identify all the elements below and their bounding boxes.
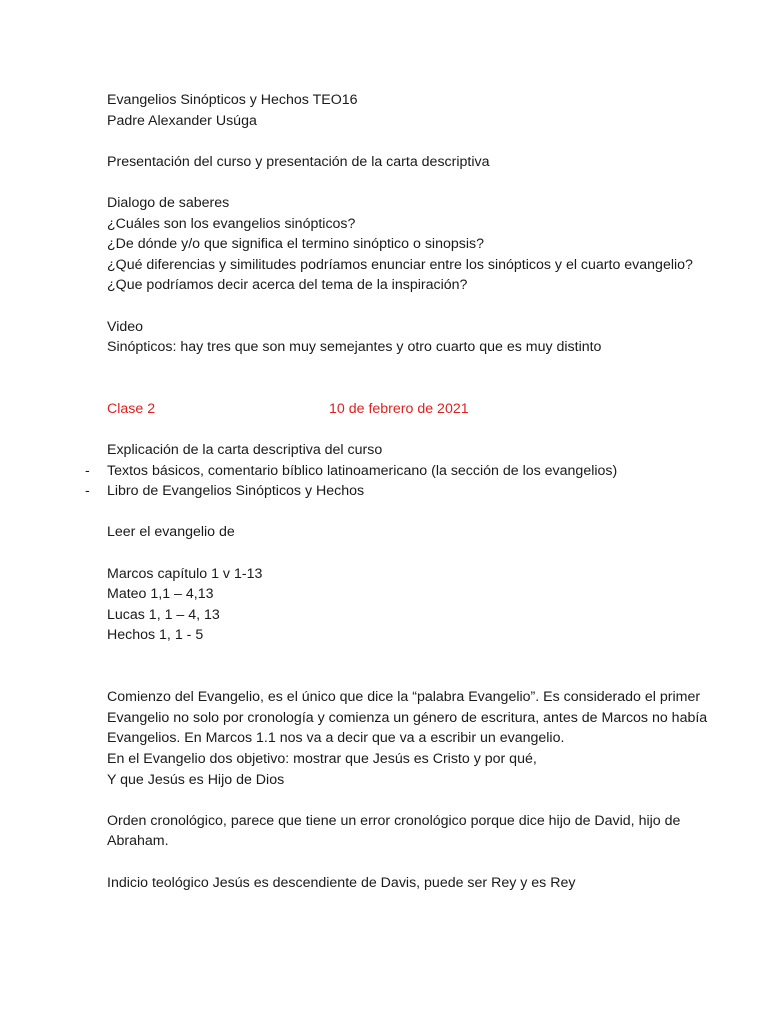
reading-item: Mateo 1,1 – 4,13	[107, 586, 214, 603]
teacher-name: Padre Alexander Usúga	[107, 112, 257, 129]
course-title: Evangelios Sinópticos y Hechos TEO16	[107, 92, 358, 108]
dialogo-title: Dialogo de saberes	[107, 194, 230, 211]
question-3: ¿Qué diferencias y similitudes podríamos enunciar entre los sinópticos y el cuarto evangelio?	[107, 256, 693, 273]
reading-item: Lucas 1, 1 – 4, 13	[107, 606, 220, 623]
comienzo-paragraph: Comienzo del Evangelio, es el único que dice la “palabra Evangelio”. Es considerado el primer Evangelio no solo por cronología y comienza un género de escritura, antes de Marcos no había Evangelios. En Marcos 1.1 nos va a decir que va a escribir un evangelio.	[107, 689, 708, 747]
clase-label: Clase 2	[107, 400, 156, 417]
indicio-paragraph: Indicio teológico Jesús es descendiente de Davis, puede ser Rey y es Rey	[107, 874, 576, 891]
list-item	[85, 481, 727, 502]
bullet-marker: -	[85, 462, 90, 479]
orden-paragraph: Orden cronológico, parece que tiene un error cronológico porque dice hijo de David, hijo de Abraham.	[107, 812, 681, 850]
comienzo-line-2: En el Evangelio dos objetivo: mostrar que Jesús es Cristo y por qué,	[107, 751, 537, 767]
question-4: ¿Que podríamos decir acerca del tema de la inspiración?	[107, 277, 468, 294]
bullet-marker: -	[85, 483, 90, 500]
explicacion-title: Explicación de la carta descriptiva del curso	[107, 442, 383, 459]
document-page	[85, 90, 727, 893]
comienzo-line-3: Y que Jesús es Hijo de Dios	[107, 771, 285, 788]
video-title: Video	[107, 318, 144, 335]
reading-item: Hechos 1, 1 - 5	[107, 627, 204, 644]
list-item	[85, 461, 727, 482]
video-text: Sinópticos: hay tres que son muy semejantes y otro cuarto que es muy distinto	[107, 339, 602, 356]
question-2: ¿De dónde y/o que significa el termino sinóptico o sinopsis?	[107, 236, 484, 253]
clase-date: 10 de febrero de 2021	[329, 400, 469, 417]
reading-item: Marcos capítulo 1 v 1-13	[107, 565, 263, 582]
question-1: ¿Cuáles son los evangelios sinópticos?	[107, 215, 356, 232]
bullet-text: Libro de Evangelios Sinópticos y Hechos	[107, 483, 365, 500]
bullet-text: Textos básicos, comentario bíblico latinoamericano (la sección de los evangelios)	[107, 462, 618, 479]
clase-heading	[107, 399, 727, 420]
lectura-intro: Leer el evangelio de	[107, 524, 235, 541]
intro-text: Presentación del curso y presentación de la carta descriptiva	[107, 153, 490, 170]
